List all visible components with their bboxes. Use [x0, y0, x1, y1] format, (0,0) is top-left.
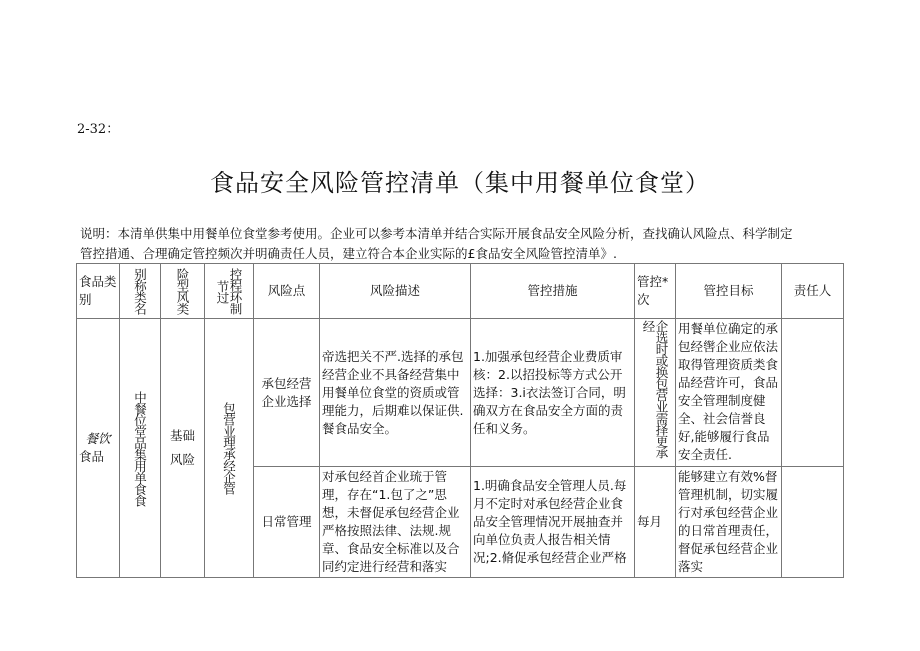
header-risk-description: 风险描述: [320, 264, 471, 319]
responsible-cell: [782, 319, 844, 467]
frequency-cell: 企选时或换包营业需择更承经: [635, 319, 676, 467]
header-control-measures: 管控措施: [471, 264, 635, 319]
control-target-cell: 能够建立有效%督管理机制，切实履行对承包经营企业的日常首理责任，督促承包经营企业落实: [676, 467, 782, 578]
header-row: [77, 264, 844, 319]
header-frequency: 管控*次: [635, 264, 676, 319]
control-measures-cell: 1.明确食品安全管理人员.每月不定时对承包经营企业食品安全管理情况开展抽查并向单位负责人报告相关情况;2.脩促承包经营企业严格: [471, 467, 635, 578]
control-stage-cell: 包营业理承经企管: [205, 319, 254, 578]
table-row: [77, 319, 844, 467]
header-control-target: 管控目标: [676, 264, 782, 319]
control-target-cell: 用餐单位确定的承包经辔企业应依法取得管理资质类食品经营许可，食品安全管理制度健全、社会信誉良好,能够履行食品安全责任.: [676, 319, 782, 467]
header-responsible: 责任人: [782, 264, 844, 319]
risk-description-cell: 对承包经首企业琉于管理，存在“1.包了之”思想，未督促承包经营企业严格按照法律、法规.规章、食品安全标准以及合同约定进行经营和落实: [320, 467, 471, 578]
document-number: 2-32：: [77, 122, 120, 137]
header-risk-type: 险型风类: [161, 264, 205, 319]
risk-type-cell: 基础 风险: [161, 319, 205, 578]
risk-point-cell: 日常管理: [254, 467, 320, 578]
risk-control-table: [76, 263, 844, 578]
risk-description-cell: 帝选把关不严.选择的承包经营企业不具备经营集中用餐单位食堂的资质或管理能力，后期难以保证供.餐食品安全。: [320, 319, 471, 467]
header-food-category: 食品类别: [77, 264, 120, 319]
description-text: 说明：本清单供集中用餐单位食堂参考使用。企业可以参考本清单并结合实际开展食品安全风险分析，查找确认风险点、科学制定管控措通、合理确定管控频次并明确责任人员，建立符合本企业实际的£食品安全风险管控清单》.: [80, 226, 793, 261]
control-measures-cell: 1.加强承包经营企业费质审核：2.以招投标等方式公开选择：3.i衣法签订合同，明确双方在食品安全方面的责任和义务。: [471, 319, 635, 467]
food-category-cell: 餐饮 食品: [77, 319, 120, 578]
risk-point-cell: 承包经营企业选择: [254, 319, 320, 467]
header-subcategory: 别称类名: [120, 264, 161, 319]
subcategory-cell: 中餐位堂品集用单食食: [120, 319, 161, 578]
frequency-cell: 每月: [635, 467, 676, 578]
header-control-stage: 控程环制节过: [205, 264, 254, 319]
page-title: 食品安全风险管控清单（集中用餐单位食堂）: [210, 169, 710, 197]
header-risk-point: 风险点: [254, 264, 320, 319]
responsible-cell: [782, 467, 844, 578]
